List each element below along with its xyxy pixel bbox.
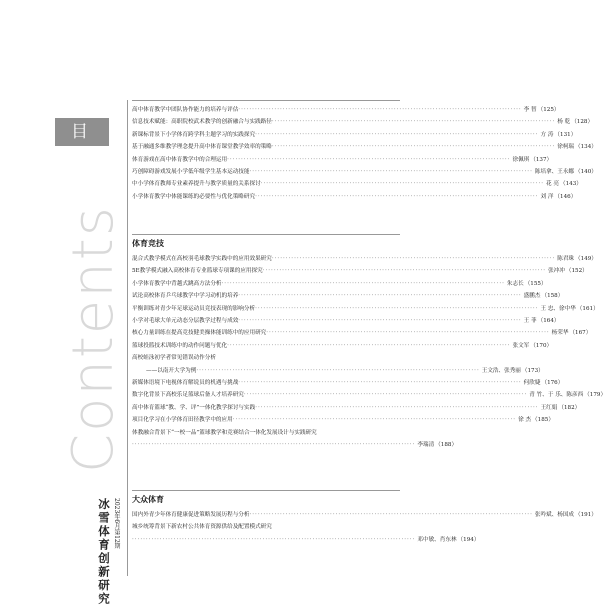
toc-label: 目 次 [55,118,109,146]
toc-section-sports [132,234,606,452]
sidebar [55,118,126,606]
toc-entry[interactable]: 平衡训练对青少年足球运动员竞技表现的影响分析 ····· 王 忠、徐中华 （161） [132,303,400,315]
toc-entry[interactable]: 新课标背景下小学体育跨学科主题学习的实践探究 ····· 方 涛 （131） [132,129,400,141]
toc-entry[interactable]: 核心力量训练在提高竞技健美操体能训练中的应用研究 ····· 杨荣华 （167） [132,327,400,339]
toc-entry[interactable]: 篮球投篮技术训练中的动作问题与优化 ····· 张文军 （170） [132,340,400,352]
toc-entry[interactable]: 国内外青少年体育健康促进策略发展历程与分析 ····· 张吟斌、杨国成 （191） [132,509,400,521]
toc-entry[interactable]: 混合式教学模式在高校羽毛球教学实践中的应用效果研究 ····· 陈君珠 （149） [132,253,400,265]
toc-entry[interactable]: 项目化学习在小学体育田径教学中的应用 ····· 徐 杰 （185） [132,414,400,426]
toc-entry-title[interactable]: 城乡统筹背景下新农村公共体育资源供给及配置模式研究 [132,524,272,531]
toc-entry[interactable]: ——以南开大学为例 ····· 王文浩、张秀丽 （173） [132,365,400,377]
toc-entry[interactable]: 基于融通多维教学理念提升高中体育课堂教学效率的策略 ····· 徐柯瑞 （134） [132,141,400,153]
toc-entry[interactable]: 信息技术赋能：高职院校武术教学的创新融合与实践路径 ····· 杨 乾 （128） [132,116,400,128]
toc-section-first [132,100,597,203]
section-heading: 大众体育 [132,495,164,504]
toc-entry[interactable]: 体育游戏在高中体育教学中的合理运用 ····· 徐佩琪 （137） [132,154,400,166]
section-rule [132,100,400,101]
toc-entry[interactable]: 小学体育教学中背越式跳高方法分析 ····· 朱志长 （155） [132,278,400,290]
vertical-divider [127,100,128,576]
toc-entry[interactable]: 高中体育篮球“教、学、评”一体化教学探讨与实践 ····· 王红娟 （182） [132,402,400,414]
toc-entry[interactable]: 小学体育教学中体能课练的必要性与优化策略研究 ····· 刘 洋 （146） [132,191,400,203]
toc-section-mass [132,490,597,546]
section-heading: 体育竞技 [132,239,164,248]
toc-entry[interactable]: ····· 邓中敏、肖东林 （194） [132,534,400,546]
toc-entry[interactable]: 试论高校体育乒乓球教学中学习动机的培养 ····· 盛鹏杰 （158） [132,290,400,302]
toc-entry[interactable]: 新媒体语境下电视体育解说员的机遇与挑战 ····· 何欣婕 （176） [132,377,400,389]
toc-entry-title[interactable]: 体教融合背景下“一校一品”篮球教学和竞赛结合一体化发展设计与实践研究 [132,429,317,436]
toc-entry[interactable]: 高中体育教学中团队协作能力的培养与评估 ····· 李 智 （125） [132,104,400,116]
section-rule [132,234,400,235]
contents-watermark: Contents [61,205,126,473]
journal-name: 冰雪体育创新研究 [97,498,111,606]
section-rule [132,490,400,491]
toc-entry[interactable]: 数字化背景下高校乐足篮球后备人才培养研究 ····· 青 竹、于 乐、陈彦西 （179） [132,389,400,401]
toc-entry[interactable]: 小学对毛球大单元动态分层教学过程与成效 ····· 王 菲 （164） [132,315,400,327]
toc-entry[interactable]: 5E教学模式融入高校体育专业篮球专项课的应用探究 ····· 张冲冲 （152） [132,265,400,277]
toc-entry[interactable]: ····· 李瑞清 （188） [132,439,400,451]
toc-entry[interactable]: 中小学体育教师专业素养提升与教学质量的关系探讨 ····· 花 亮 （143） [132,178,400,190]
toc-entry[interactable]: 巧创障碍游戏发展小学低年级学生基本运动技能 ····· 陈培拿、王永娜 （140） [132,166,400,178]
issue-info: 2023年6月第12期 [113,498,120,549]
toc-entry-title[interactable]: 高校蛙泳初学者常见错误动作分析 [132,355,216,362]
